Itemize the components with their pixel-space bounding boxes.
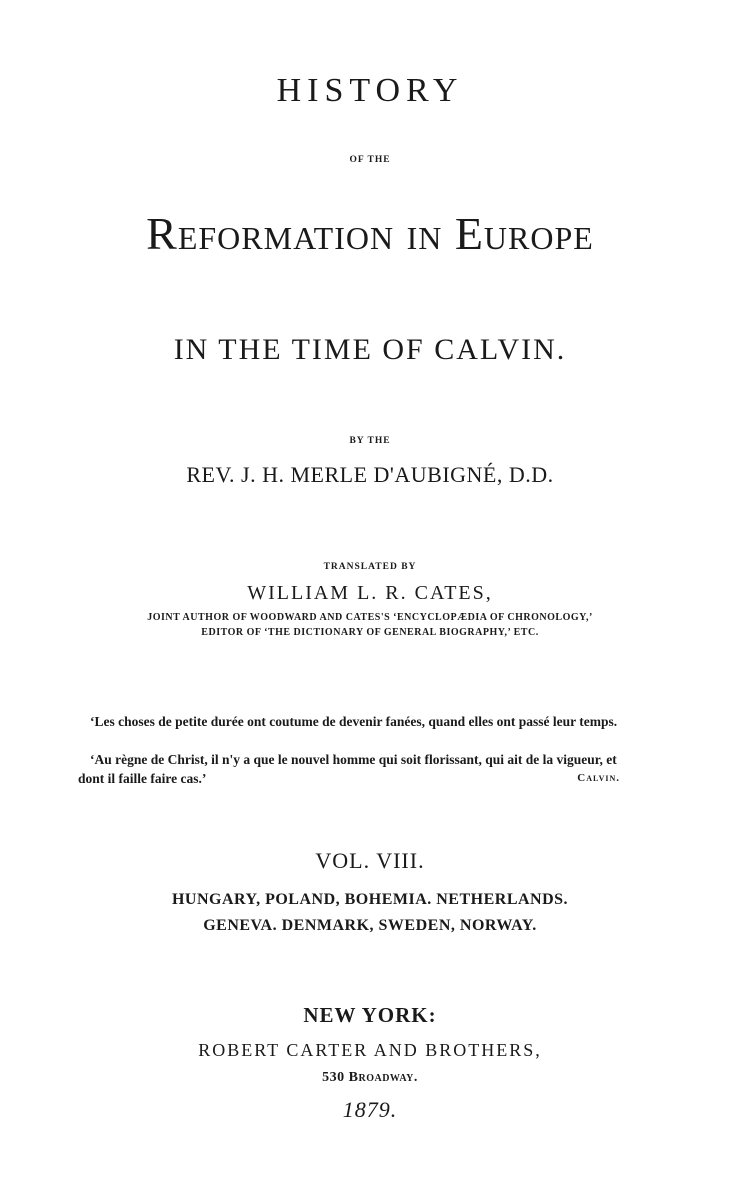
epigraph-attribution: Calvin. bbox=[577, 772, 620, 784]
epigraph-quote-2 bbox=[78, 750, 638, 788]
author-name: REV. J. H. MERLE D'AUBIGNÉ, D.D. bbox=[186, 462, 554, 487]
main-title: Reformation in Europe bbox=[146, 208, 594, 259]
translated-by-label: TRANSLATED BY bbox=[323, 562, 417, 572]
by-the-connector: BY THE bbox=[349, 436, 391, 446]
book-title: HISTORY bbox=[276, 72, 464, 109]
translator-credit-2: EDITOR OF ‘THE DICTIONARY OF GENERAL BIOGRAPHY,’ ETC. bbox=[201, 627, 539, 638]
epigraph-text-1: ‘Les choses de petite durée ont coutume de devenir fanées, quand elles ont passé leur temps. bbox=[90, 714, 618, 729]
imprint-address: 530 Broadway. bbox=[322, 1070, 418, 1085]
translator-name: WILLIAM L. R. CATES, bbox=[247, 582, 493, 604]
epigraph-quote-1 bbox=[78, 712, 638, 731]
volume-contents-line-2: GENEVA. DENMARK, SWEDEN, NORWAY. bbox=[203, 917, 537, 934]
imprint-publisher: ROBERT CARTER AND BROTHERS, bbox=[198, 1040, 542, 1060]
volume-contents-line-1: HUNGARY, POLAND, BOHEMIA. NETHERLANDS. bbox=[171, 891, 569, 908]
subtitle: IN THE TIME OF CALVIN. bbox=[173, 333, 567, 366]
of-the-connector: OF THE bbox=[349, 155, 391, 165]
imprint-city: NEW YORK: bbox=[303, 1003, 437, 1027]
volume-label: VOL. VIII. bbox=[315, 848, 425, 873]
epigraph-text-2: ‘Au règne de Christ, il n'y a que le nouvel homme qui soit florissant, qui ait de la vigueur, et dont il faille faire cas.’ bbox=[78, 752, 617, 786]
imprint-year: 1879. bbox=[342, 1097, 398, 1122]
translator-credit-1: JOINT AUTHOR OF WOODWARD AND CATES'S ‘ENCYCLOPÆDIA OF CHRONOLOGY,’ bbox=[147, 612, 593, 623]
